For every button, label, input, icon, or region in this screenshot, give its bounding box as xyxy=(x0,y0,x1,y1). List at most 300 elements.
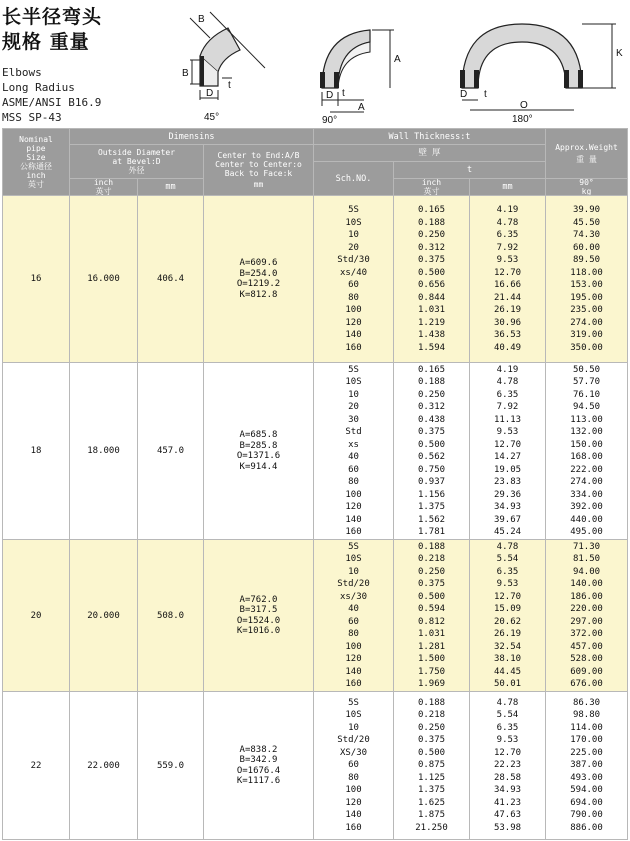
wall-mm-value: 23.83 xyxy=(493,477,522,487)
wall-inch-value: 0.165 xyxy=(417,205,446,215)
weight-value: 86.30 xyxy=(572,697,601,708)
weight-value: 609.00 xyxy=(570,666,603,677)
weight-value: 170.00 xyxy=(570,735,603,746)
wall-mm-value: 4.78 xyxy=(496,697,519,708)
subtitle-standard-mss: MSS SP-43 xyxy=(2,111,62,124)
header-unit-line: kg xyxy=(581,187,592,196)
dim-label-a: A xyxy=(394,54,401,65)
wall-mm-value: 6.35 xyxy=(496,722,519,733)
wall-inch-value: 0.312 xyxy=(417,402,446,412)
wall-mm-value: 6.35 xyxy=(496,230,519,240)
wall-mm-value: 4.19 xyxy=(496,205,519,215)
group-wall-inch-column xyxy=(394,196,470,363)
header-wall-thickness: Wall Thickness:t xyxy=(314,128,546,145)
center-dimension-value: O=1371.6 xyxy=(236,451,281,461)
weight-value: 50.50 xyxy=(572,364,601,375)
schedule-value: Std xyxy=(345,427,362,437)
center-dimension-value: B=254.0 xyxy=(239,268,278,279)
group-od-mm: 508.0 xyxy=(138,540,204,692)
center-dimension-value: A=685.8 xyxy=(239,430,278,440)
weight-value: 140.00 xyxy=(570,579,603,589)
schedule-value: 140 xyxy=(345,514,362,525)
wall-inch-value: 0.250 xyxy=(417,230,446,240)
schedule-value: 160 xyxy=(345,822,362,833)
group-weight-column xyxy=(546,692,628,840)
dim-label-d-180: D xyxy=(460,89,468,100)
wall-inch-value: 0.875 xyxy=(417,760,446,771)
wall-inch-value: 0.165 xyxy=(417,364,446,375)
weight-value: 153.00 xyxy=(570,280,603,290)
wall-mm-value: 15.09 xyxy=(493,604,522,614)
wall-inch-value: 1.750 xyxy=(417,666,446,677)
wall-inch-value: 0.500 xyxy=(417,439,446,450)
schedule-value: 5S xyxy=(348,697,359,708)
header-sch-no: Sch.NO. xyxy=(314,162,394,196)
header-od-line: Outside Diameter xyxy=(97,148,176,157)
wall-inch-value: 0.375 xyxy=(417,427,446,437)
angle-180-label: 180° xyxy=(512,114,533,125)
wall-mm-value: 4.78 xyxy=(496,217,519,228)
wall-mm-value: 6.35 xyxy=(496,566,519,577)
weight-value: 94.00 xyxy=(572,566,601,577)
weight-value: 71.30 xyxy=(572,541,601,552)
header xyxy=(0,0,630,128)
header-unit-line: 英寸 xyxy=(95,187,112,196)
header-dimensions: Dimensins xyxy=(70,128,314,145)
center-dimension-value: K=1016.0 xyxy=(236,626,281,636)
group-weight-column xyxy=(546,363,628,540)
group-od-inch: 22.000 xyxy=(70,692,138,840)
header-unit-line: 英寸 xyxy=(423,187,440,196)
wall-mm-value: 41.23 xyxy=(493,797,522,808)
schedule-value: 20 xyxy=(348,402,359,412)
dim-label-t: t xyxy=(228,80,231,91)
weight-value: 319.00 xyxy=(570,330,603,340)
group-weight-column xyxy=(546,196,628,363)
wall-inch-value: 0.250 xyxy=(417,722,446,733)
weight-value: 440.00 xyxy=(570,514,603,525)
group-weight-column xyxy=(546,540,628,692)
wall-inch-value: 0.188 xyxy=(417,217,446,228)
elbow-90-diagram xyxy=(300,8,420,126)
elbow-spec-table xyxy=(2,128,628,840)
weight-value: 235.00 xyxy=(570,305,603,315)
schedule-value: 60 xyxy=(348,760,359,771)
schedule-value: 100 xyxy=(345,785,362,796)
group-od-mm: 457.0 xyxy=(138,363,204,540)
wall-mm-value: 34.93 xyxy=(493,502,522,512)
header-unit-line: 90° xyxy=(579,179,594,187)
center-dimension-value: K=914.4 xyxy=(239,461,278,472)
weight-value: 168.00 xyxy=(570,452,603,462)
wall-mm-value: 16.66 xyxy=(493,280,522,290)
wall-inch-value: 0.250 xyxy=(417,566,446,577)
weight-value: 225.00 xyxy=(570,747,603,758)
center-dimension-value: K=1117.6 xyxy=(236,776,281,786)
wall-inch-value: 0.188 xyxy=(417,697,446,708)
wall-mm-value: 4.19 xyxy=(496,364,519,375)
group-schedule-column xyxy=(314,540,394,692)
schedule-value: 80 xyxy=(348,292,359,303)
wall-mm-value: 9.53 xyxy=(496,255,519,265)
weight-value: 886.00 xyxy=(570,822,603,833)
header-weight-line: 重 量 xyxy=(576,155,597,164)
schedule-value: 160 xyxy=(345,527,362,537)
subtitle-elbows: Elbows xyxy=(2,66,42,79)
schedule-value: XS/30 xyxy=(339,747,368,758)
wall-mm-value: 28.58 xyxy=(493,772,522,783)
wall-inch-value: 0.750 xyxy=(417,464,446,475)
wall-mm-value: 19.05 xyxy=(493,464,522,475)
dim-label-b-top: B xyxy=(198,14,205,25)
center-dimension-value: B=317.5 xyxy=(239,605,278,615)
weight-value: 297.00 xyxy=(570,616,603,627)
weight-value: 195.00 xyxy=(570,292,603,303)
dim-label-k: K xyxy=(616,48,623,59)
weight-value: 274.00 xyxy=(570,317,603,328)
title-chinese-line-2: 规格 重量 xyxy=(2,31,90,53)
group-wall-mm-column xyxy=(470,363,546,540)
schedule-value: 120 xyxy=(345,654,362,664)
header-center-line: Back to Face:k xyxy=(224,169,293,178)
header-nominal-line: pipe xyxy=(26,144,46,153)
wall-mm-value: 29.36 xyxy=(493,489,522,500)
wall-inch-value: 1.438 xyxy=(417,330,446,340)
wall-mm-value: 38.10 xyxy=(493,654,522,664)
header-center-line: Center to End:A/B xyxy=(217,151,300,160)
subtitle-long-radius: Long Radius xyxy=(2,81,75,94)
wall-mm-value: 45.24 xyxy=(493,527,522,537)
weight-value: 81.50 xyxy=(572,554,601,564)
schedule-value: Std/20 xyxy=(337,579,370,589)
center-dimension-value: K=812.8 xyxy=(239,289,278,300)
group-size: 16 xyxy=(2,196,70,363)
group-center-dimensions xyxy=(204,196,314,363)
schedule-value: 160 xyxy=(345,679,362,689)
wall-inch-value: 1.594 xyxy=(417,342,446,353)
wall-mm-value: 7.92 xyxy=(496,242,519,253)
wall-inch-value: 0.438 xyxy=(417,414,446,425)
elbow-45-diagram xyxy=(170,8,280,126)
return-180-diagram xyxy=(440,8,630,126)
weight-value: 457.00 xyxy=(570,641,603,652)
dim-label-a-bottom: A xyxy=(358,102,365,113)
header-nominal-line: 英寸 xyxy=(28,180,44,189)
weight-value: 220.00 xyxy=(570,604,603,614)
wall-inch-value: 0.500 xyxy=(417,267,446,278)
wall-mm-value: 14.27 xyxy=(493,452,522,462)
schedule-value: 60 xyxy=(348,464,359,475)
group-schedule-column xyxy=(314,363,394,540)
wall-inch-value: 0.562 xyxy=(417,452,446,462)
weight-value: 118.00 xyxy=(570,267,603,278)
dim-label-o: O xyxy=(520,100,528,111)
center-dimension-value: B=342.9 xyxy=(239,755,278,765)
weight-value: 60.00 xyxy=(572,242,601,253)
weight-value: 114.00 xyxy=(570,722,603,733)
angle-90-label: 90° xyxy=(322,115,338,126)
group-od-inch: 20.000 xyxy=(70,540,138,692)
center-dimension-value: A=762.0 xyxy=(239,594,278,605)
weight-value: 45.50 xyxy=(572,217,601,228)
wall-inch-value: 1.375 xyxy=(417,502,446,512)
schedule-value: xs/40 xyxy=(339,267,368,278)
wall-mm-value: 47.63 xyxy=(493,810,522,821)
wall-inch-value: 1.219 xyxy=(417,317,446,328)
header-t-mm: mm xyxy=(470,179,546,196)
wall-mm-value: 11.13 xyxy=(493,414,522,425)
weight-value: 89.50 xyxy=(572,255,601,265)
header-approx-weight xyxy=(546,128,628,179)
dim-label-d-90: D xyxy=(326,90,334,101)
wall-mm-value: 5.54 xyxy=(496,710,519,721)
schedule-value: 140 xyxy=(345,666,362,677)
weight-value: 98.80 xyxy=(572,710,601,721)
wall-inch-value: 0.500 xyxy=(417,591,446,602)
header-center-mm: mm xyxy=(253,180,264,189)
wall-mm-value: 50.01 xyxy=(493,679,522,689)
wall-mm-value: 12.70 xyxy=(493,591,522,602)
wall-mm-value: 36.53 xyxy=(493,330,522,340)
header-center-line: Center to Center:o xyxy=(215,160,302,169)
schedule-value: 40 xyxy=(348,604,359,614)
wall-inch-value: 0.188 xyxy=(417,541,446,552)
header-od-inch xyxy=(70,179,138,196)
schedule-value: 140 xyxy=(345,810,362,821)
schedule-value: 10 xyxy=(348,722,359,733)
header-nominal-pipe-size xyxy=(2,128,70,196)
group-schedule-column xyxy=(314,692,394,840)
weight-value: 76.10 xyxy=(572,389,601,400)
title-chinese-line-1: 长半径弯头 xyxy=(2,6,103,28)
wall-mm-value: 34.93 xyxy=(493,785,522,796)
weight-value: 274.00 xyxy=(570,477,603,487)
header-nominal-line: Size xyxy=(26,153,46,162)
group-center-dimensions xyxy=(204,363,314,540)
weight-value: 74.30 xyxy=(572,230,601,240)
wall-mm-value: 9.53 xyxy=(496,579,519,589)
wall-mm-value: 12.70 xyxy=(493,439,522,450)
wall-mm-value: 22.23 xyxy=(493,760,522,771)
schedule-value: 5S xyxy=(348,364,359,375)
wall-inch-value: 0.656 xyxy=(417,280,446,290)
header-od-line: at Bevel:D xyxy=(112,157,161,166)
weight-value: 493.00 xyxy=(570,772,603,783)
group-od-mm: 406.4 xyxy=(138,196,204,363)
center-dimension-value: O=1524.0 xyxy=(236,615,281,626)
group-size: 22 xyxy=(2,692,70,840)
header-t: t xyxy=(394,162,546,179)
dim-label-d: D xyxy=(206,88,214,99)
wall-inch-value: 1.969 xyxy=(417,679,446,689)
header-nominal-line: 公称通径 xyxy=(20,162,52,171)
header-nominal-line: Nominal xyxy=(19,135,53,144)
group-wall-inch-column xyxy=(394,692,470,840)
group-wall-inch-column xyxy=(394,363,470,540)
weight-value: 676.00 xyxy=(570,679,603,689)
wall-inch-value: 1.562 xyxy=(417,514,446,525)
schedule-value: Std/20 xyxy=(337,735,370,746)
header-od-line: 外径 xyxy=(128,166,145,175)
wall-inch-value: 0.375 xyxy=(417,255,446,265)
weight-value: 94.50 xyxy=(572,402,601,412)
schedule-value: 20 xyxy=(348,242,359,253)
wall-mm-value: 44.45 xyxy=(493,666,522,677)
group-wall-mm-column xyxy=(470,540,546,692)
weight-value: 392.00 xyxy=(570,502,603,512)
dim-label-t-180: t xyxy=(484,89,487,100)
group-od-inch: 16.000 xyxy=(70,196,138,363)
weight-value: 39.90 xyxy=(572,205,601,215)
wall-inch-value: 1.625 xyxy=(417,797,446,808)
wall-inch-value: 1.781 xyxy=(417,527,446,537)
wall-inch-value: 0.250 xyxy=(417,389,446,400)
weight-value: 186.00 xyxy=(570,591,603,602)
weight-value: 132.00 xyxy=(570,427,603,437)
weight-value: 790.00 xyxy=(570,810,603,821)
wall-mm-value: 39.67 xyxy=(493,514,522,525)
schedule-value: 10S xyxy=(345,217,362,228)
schedule-value: 140 xyxy=(345,330,362,340)
dim-label-t-90: t xyxy=(342,88,345,99)
schedule-value: 80 xyxy=(348,477,359,487)
wall-inch-value: 0.375 xyxy=(417,735,446,746)
header-unit-line: inch xyxy=(93,179,114,187)
schedule-value: 5S xyxy=(348,541,359,552)
center-dimension-value: O=1676.4 xyxy=(236,765,281,776)
header-weight-unit xyxy=(546,179,628,196)
schedule-value: 160 xyxy=(345,342,362,353)
header-unit-line: inch xyxy=(421,179,442,187)
weight-value: 528.00 xyxy=(570,654,603,664)
schedule-value: Std/30 xyxy=(337,255,370,265)
header-wall-cn: 壁 厚 xyxy=(314,145,546,162)
wall-inch-value: 0.844 xyxy=(417,292,446,303)
wall-mm-value: 20.62 xyxy=(493,616,522,627)
wall-inch-value: 0.218 xyxy=(417,710,446,721)
schedule-value: 10S xyxy=(345,554,362,564)
weight-value: 694.00 xyxy=(570,797,603,808)
wall-inch-value: 0.594 xyxy=(417,604,446,614)
schedule-value: 10 xyxy=(348,566,359,577)
wall-mm-value: 40.49 xyxy=(493,342,522,353)
wall-mm-value: 12.70 xyxy=(493,267,522,278)
group-wall-inch-column xyxy=(394,540,470,692)
center-dimension-value: O=1219.2 xyxy=(236,279,281,289)
group-wall-mm-column xyxy=(470,196,546,363)
wall-mm-value: 12.70 xyxy=(493,747,522,758)
schedule-value: 100 xyxy=(345,641,362,652)
wall-inch-value: 1.125 xyxy=(417,772,446,783)
wall-mm-value: 9.53 xyxy=(496,735,519,746)
wall-inch-value: 1.375 xyxy=(417,785,446,796)
wall-mm-value: 26.19 xyxy=(493,629,522,639)
wall-inch-value: 1.281 xyxy=(417,641,446,652)
schedule-value: xs xyxy=(348,439,359,450)
wall-inch-value: 1.031 xyxy=(417,629,446,639)
wall-inch-value: 1.500 xyxy=(417,654,446,664)
wall-inch-value: 0.812 xyxy=(417,616,446,627)
header-od-mm: mm xyxy=(138,179,204,196)
wall-mm-value: 9.53 xyxy=(496,427,519,437)
subtitle-standard-asme: ASME/ANSI B16.9 xyxy=(2,96,102,109)
wall-inch-value: 1.875 xyxy=(417,810,446,821)
schedule-value: 60 xyxy=(348,280,359,290)
header-center-to xyxy=(204,145,314,196)
weight-value: 495.00 xyxy=(570,527,603,537)
center-dimension-value: A=838.2 xyxy=(239,744,278,755)
schedule-value: 120 xyxy=(345,797,362,808)
wall-mm-value: 6.35 xyxy=(496,389,519,400)
schedule-value: 5S xyxy=(348,205,359,215)
wall-mm-value: 21.44 xyxy=(493,292,522,303)
wall-mm-value: 30.96 xyxy=(493,317,522,328)
header-outside-diameter xyxy=(70,145,204,179)
center-dimension-value: B=285.8 xyxy=(239,440,278,451)
wall-mm-value: 7.92 xyxy=(496,402,519,412)
wall-inch-value: 0.188 xyxy=(417,377,446,387)
wall-inch-value: 0.500 xyxy=(417,747,446,758)
schedule-value: 120 xyxy=(345,317,362,328)
header-weight-line: Approx.Weight xyxy=(555,143,618,152)
header-nominal-line: inch xyxy=(26,171,46,180)
schedule-value: 10 xyxy=(348,389,359,400)
weight-value: 113.00 xyxy=(570,414,603,425)
group-size: 18 xyxy=(2,363,70,540)
header-t-inch xyxy=(394,179,470,196)
schedule-value: 100 xyxy=(345,489,362,500)
wall-mm-value: 53.98 xyxy=(493,822,522,833)
group-center-dimensions xyxy=(204,692,314,840)
schedule-value: 120 xyxy=(345,502,362,512)
wall-inch-value: 1.156 xyxy=(417,489,446,500)
weight-value: 387.00 xyxy=(570,760,603,771)
center-dimension-value: A=609.6 xyxy=(239,258,278,268)
schedule-value: 100 xyxy=(345,305,362,315)
wall-mm-value: 26.19 xyxy=(493,305,522,315)
wall-mm-value: 32.54 xyxy=(493,641,522,652)
schedule-value: 80 xyxy=(348,629,359,639)
schedule-value: 30 xyxy=(348,414,359,425)
weight-value: 372.00 xyxy=(570,629,603,639)
weight-value: 334.00 xyxy=(570,489,603,500)
weight-value: 350.00 xyxy=(570,342,603,353)
group-od-mm: 559.0 xyxy=(138,692,204,840)
weight-value: 57.70 xyxy=(572,377,601,387)
schedule-value: xs/30 xyxy=(339,591,368,602)
group-size: 20 xyxy=(2,540,70,692)
group-od-inch: 18.000 xyxy=(70,363,138,540)
weight-value: 222.00 xyxy=(570,464,603,475)
wall-inch-value: 21.250 xyxy=(415,822,448,833)
schedule-value: 10S xyxy=(345,710,362,721)
wall-mm-value: 5.54 xyxy=(496,554,519,564)
weight-value: 594.00 xyxy=(570,785,603,796)
group-schedule-column xyxy=(314,196,394,363)
group-wall-mm-column xyxy=(470,692,546,840)
schedule-value: 60 xyxy=(348,616,359,627)
schedule-value: 10S xyxy=(345,377,362,387)
wall-inch-value: 1.031 xyxy=(417,305,446,315)
wall-inch-value: 0.937 xyxy=(417,477,446,487)
weight-value: 150.00 xyxy=(570,439,603,450)
wall-inch-value: 0.375 xyxy=(417,579,446,589)
schedule-value: 80 xyxy=(348,772,359,783)
schedule-value: 40 xyxy=(348,452,359,462)
dim-label-b: B xyxy=(182,68,189,79)
wall-inch-value: 0.218 xyxy=(417,554,446,564)
group-center-dimensions xyxy=(204,540,314,692)
